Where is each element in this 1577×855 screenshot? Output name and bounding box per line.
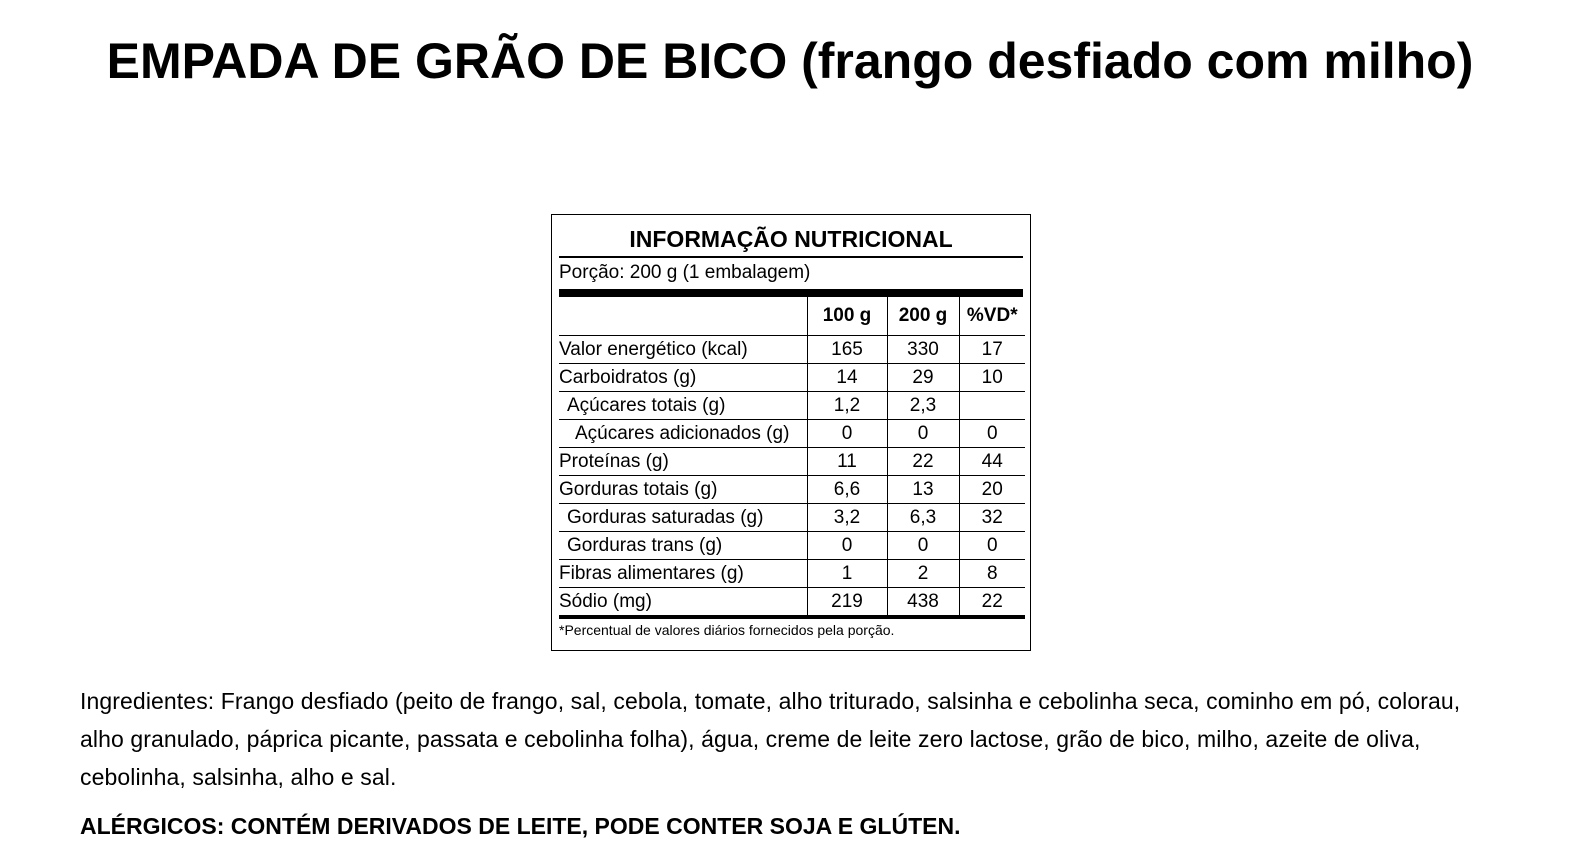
nutrient-label: Valor energético (kcal) (559, 336, 807, 364)
value-200g: 2 (887, 560, 959, 588)
header-daily-value: %VD* (959, 297, 1025, 336)
value-daily-percent: 10 (959, 364, 1025, 392)
value-200g: 0 (887, 532, 959, 560)
value-daily-percent (959, 392, 1025, 420)
value-daily-percent: 20 (959, 476, 1025, 504)
allergens-warning: ALÉRGICOS: CONTÉM DERIVADOS DE LEITE, PODE CONTER SOJA E GLÚTEN. (80, 813, 961, 839)
nutrient-label: Gorduras totais (g) (559, 476, 807, 504)
value-100g: 1 (807, 560, 887, 588)
value-daily-percent: 17 (959, 336, 1025, 364)
nutrient-label: Açúcares adicionados (g) (559, 420, 807, 448)
value-daily-percent: 44 (959, 448, 1025, 476)
portion-size: Porção: 200 g (1 embalagem) (559, 258, 1023, 297)
value-100g: 219 (807, 588, 887, 618)
nutrition-facts-panel (551, 214, 1031, 651)
value-100g: 0 (807, 532, 887, 560)
nutrition-row (559, 532, 1025, 560)
nutrient-label: Carboidratos (g) (559, 364, 807, 392)
value-100g: 165 (807, 336, 887, 364)
value-daily-percent: 0 (959, 532, 1025, 560)
nutrition-row (559, 392, 1025, 420)
value-200g: 22 (887, 448, 959, 476)
value-100g: 11 (807, 448, 887, 476)
value-200g: 330 (887, 336, 959, 364)
nutrition-table (559, 297, 1025, 619)
nutrition-row (559, 364, 1025, 392)
value-200g: 29 (887, 364, 959, 392)
nutrition-row (559, 476, 1025, 504)
ingredients-text: Ingredientes: Frango desfiado (peito de frango, sal, cebola, tomate, alho triturado, salsinha e cebolinha seca, cominho em pó, colorau, alho granulado, páprica picante, passata e cebolinha folha), água, creme de leite zero lactose, grão de bico, milho, azeite de oliva, cebolinha, salsinha, alho e sal. (80, 688, 1461, 790)
value-200g: 6,3 (887, 504, 959, 532)
product-title: EMPADA DE GRÃO DE BICO (frango desfiado com milho) (106, 33, 1474, 89)
nutrient-label: Fibras alimentares (g) (559, 560, 807, 588)
header-nutrient (559, 297, 807, 336)
nutrition-header-row (559, 297, 1025, 336)
value-100g: 3,2 (807, 504, 887, 532)
nutrition-heading: INFORMAÇÃO NUTRICIONAL (559, 215, 1023, 258)
nutrition-row (559, 560, 1025, 588)
nutrient-label: Gorduras trans (g) (559, 532, 807, 560)
value-200g: 13 (887, 476, 959, 504)
nutrition-row (559, 504, 1025, 532)
value-daily-percent: 32 (959, 504, 1025, 532)
value-daily-percent: 22 (959, 588, 1025, 618)
value-200g: 2,3 (887, 392, 959, 420)
nutrition-footnote: *Percentual de valores diários fornecidos pela porção. (559, 622, 895, 638)
value-100g: 0 (807, 420, 887, 448)
nutrition-row (559, 588, 1025, 618)
nutrient-label: Açúcares totais (g) (559, 392, 807, 420)
value-100g: 14 (807, 364, 887, 392)
header-100g: 100 g (807, 297, 887, 336)
value-200g: 0 (887, 420, 959, 448)
value-100g: 6,6 (807, 476, 887, 504)
nutrient-label: Gorduras saturadas (g) (559, 504, 807, 532)
value-100g: 1,2 (807, 392, 887, 420)
nutrition-row (559, 336, 1025, 364)
nutrient-label: Proteínas (g) (559, 448, 807, 476)
header-200g: 200 g (887, 297, 959, 336)
nutrition-row (559, 420, 1025, 448)
nutrition-row (559, 448, 1025, 476)
value-daily-percent: 0 (959, 420, 1025, 448)
value-daily-percent: 8 (959, 560, 1025, 588)
nutrient-label: Sódio (mg) (559, 588, 807, 618)
value-200g: 438 (887, 588, 959, 618)
